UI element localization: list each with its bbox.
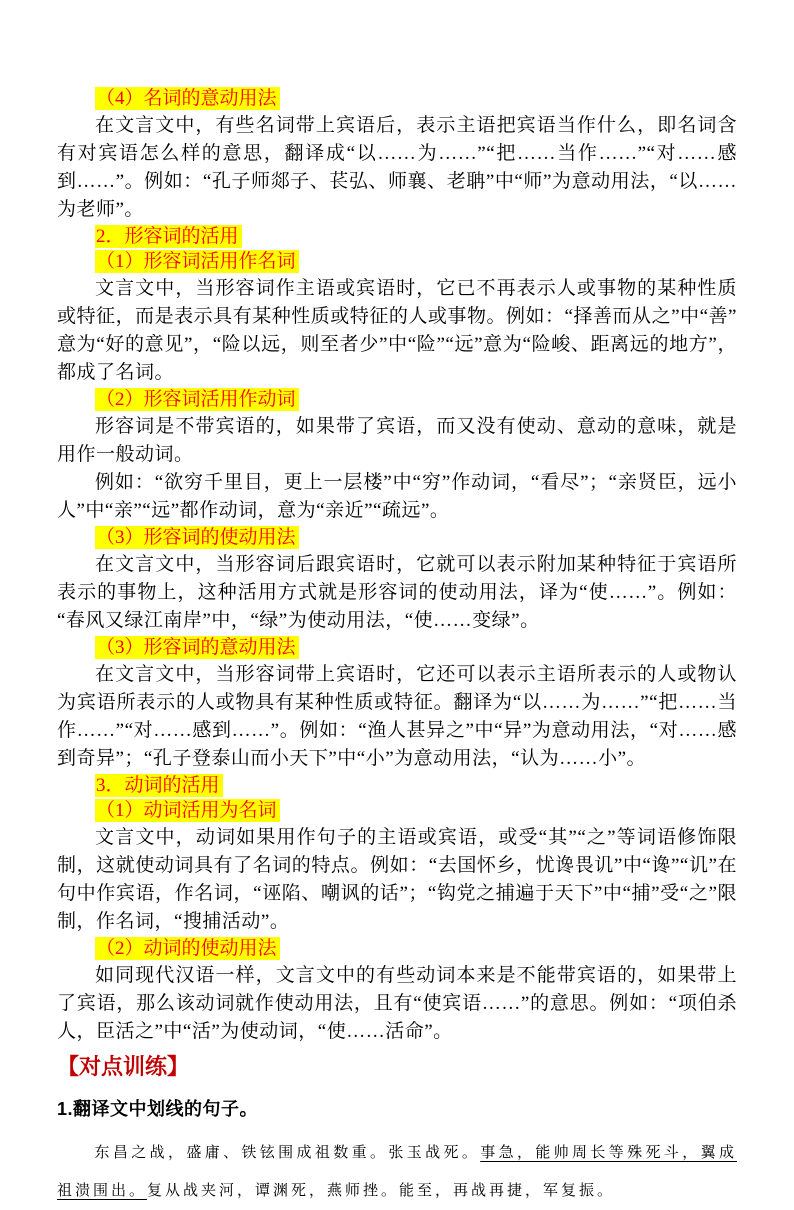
heading-highlight: （2）动词的使动用法 [95,937,280,960]
para-adjective-as-verb-example: 例如：“欲穷千里目，更上一层楼”中“穷”作动词，“看尽”；“亲贤臣，远小人”中“亲”“远”都作动词，意为“亲近”“疏远”。 [57,472,737,521]
heading-highlight: （1）动词活用为名词 [95,799,280,822]
heading-highlight: 2．形容词的活用 [95,225,242,248]
para-adjective-yidong-usage: 在文言文中，当形容词带上宾语时，它还可以表示主语所表示的人或物认为宾语所表示的人或物具有某种性质或特征。翻译为“以……为……”“把……当作……”“对……感到……”。例如：“渔人甚异之”中“异”为意动用法，“对……感到奇异”；“孔子登泰山而小天下”中“小”为意动用法，“认为……小”。 [57,664,737,769]
heading-verb-as-noun [57,799,737,823]
training-section-title: 【对点训练】 [57,1054,190,1079]
heading-adjective-as-noun [57,250,737,274]
para-noun-yidong-usage: 在文言文中，有些名词带上宾语后，表示主语把宾语当作什么，即名词含有对宾语怎么样的意思，翻译成“以……为……”“把……当作……”“对……感到……”。例如：“孔子师郯子、苌弘、师襄、老聃”中“师”为意动用法，“以……为老师”。 [57,115,737,220]
heading-verb-usage [57,774,737,798]
underlined-sentence: 事急，能帅周长等殊死斗，翼成祖溃围出。 [57,1145,737,1199]
para-verb-shidong-usage: 如同现代汉语一样，文言文中的有些动词本来是不能带宾语的，如果带上了宾语，那么该动词就作使动用法，且有“使宾语……”的意思。例如：“项伯杀人，臣活之”中“活”为使动词，“使……活命”。 [57,965,737,1042]
passage-text-before: 东昌之战，盛庸、铁铉围成祖数重。张玉战死。 [94,1145,481,1161]
classical-passage [57,1134,737,1210]
para-adjective-shidong-usage: 在文言文中，当形容词后跟宾语时，它就可以表示附加某种特征于宾语所表示的事物上，这种活用方式就是形容词的使动用法，译为“使……”。例如：“春风又绿江南岸”中，“绿”为使动用法，“使……变绿”。 [57,554,737,631]
heading-highlight: （3）形容词的使动用法 [95,526,299,549]
heading-highlight: （1）形容词活用作名词 [95,250,299,273]
heading-adjective-yidong-usage [57,636,737,660]
heading-verb-shidong-usage [57,937,737,961]
para-verb-as-noun: 文言文中，动词如果用作句子的主语或宾语，或受“其”“之”等词语修饰限制，这就使动词具有了名词的特点。例如：“去国怀乡，忧谗畏讥”中“谗”“讥”在句中作宾语，作名词，“诬陷、嘲讽的话”；“钩党之捕遍于天下”中“捕”受“之”限制，作名词，“搜捕活动”。 [57,827,737,932]
question-translate-underlined: 1.翻译文中划线的句子。 [57,1099,259,1119]
heading-highlight: （4）名词的意动用法 [95,87,280,110]
heading-adjective-usage [57,225,737,249]
heading-highlight: （3）形容词的意动用法 [95,636,299,659]
heading-highlight: 3．动词的活用 [95,774,223,797]
passage-text-after: 复从战夹河，谭渊死，燕师挫。能至，再战再捷，军复振。 [147,1183,616,1199]
heading-noun-yidong-usage [57,87,737,111]
para-adjective-as-noun: 文言文中，当形容词作主语或宾语时，它已不再表示人或事物的某种性质或特征，而是表示具有某种性质或特征的人或事物。例如：“择善而从之”中“善”意为“好的意见”，“险以远，则至者少”中“险”“远”意为“险峻、距离远的地方”，都成了名词。 [57,278,737,383]
heading-adjective-shidong-usage [57,526,737,550]
heading-adjective-as-verb [57,388,737,412]
heading-highlight: （2）形容词活用作动词 [95,388,299,411]
para-adjective-as-verb-definition: 形容词是不带宾语的，如果带了宾语，而又没有使动、意动的意味，就是用作一般动词。 [57,416,737,465]
